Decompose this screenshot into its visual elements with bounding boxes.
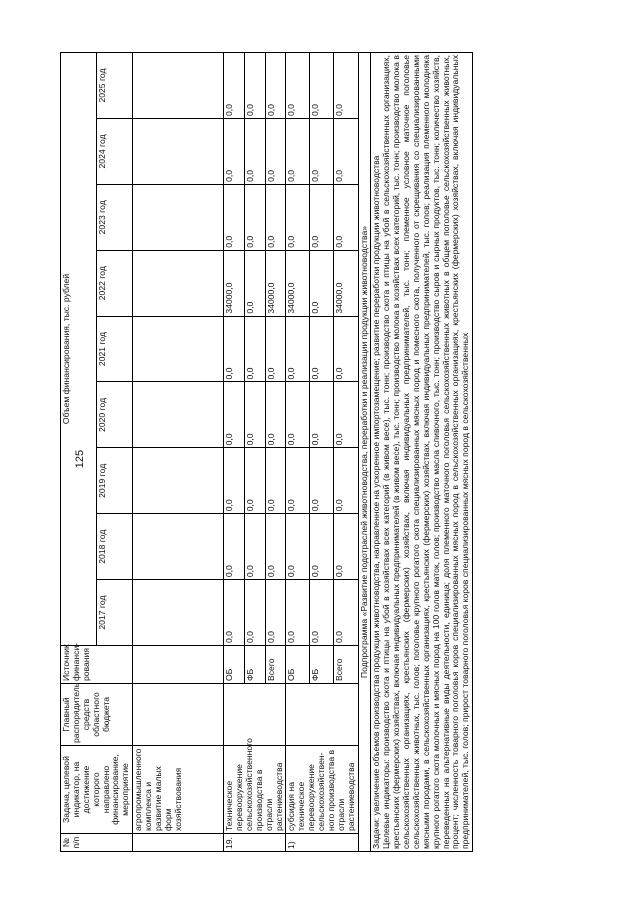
row-value: 0,0 (244, 580, 265, 646)
header-volume: Объем финансирования, тыс. рублей (61, 53, 97, 646)
row-value: 0,0 (265, 119, 286, 185)
row-value: 0,0 (224, 580, 245, 646)
row-value: 0,0 (334, 580, 358, 646)
row-value: 0,0 (334, 184, 358, 250)
header-year: 2022 год (97, 250, 133, 316)
header-source: Источник финанси-рования (61, 646, 133, 684)
row-value: 0,0 (310, 514, 334, 580)
row-task: агропромышленного комплекса и развитие малых форм хозяйствования (133, 746, 224, 834)
header-manager: Главный распорядитель средств областного бюджета (61, 684, 133, 746)
row-value (133, 184, 224, 250)
header-no: № п/п (61, 834, 133, 852)
row-value (133, 250, 224, 316)
tasks-paragraph: Задачи: увеличение объемов производства продукции животноводства, направленное на ускоренное импортозамещение; развитие переработки продукции животноводства (371, 155, 382, 849)
row-task: субсидия на техническое перевооружение сельскохозяйствен-ного производства в отрасли растениеводства (286, 746, 358, 834)
row-value (133, 382, 224, 448)
row-value: 0,0 (334, 448, 358, 514)
table-row (133, 53, 224, 852)
row-number: 19. (224, 834, 286, 852)
row-value: 0,0 (244, 514, 265, 580)
row-value: 0,0 (244, 448, 265, 514)
row-value: 0,0 (265, 316, 286, 382)
row-value: 0,0 (244, 250, 265, 316)
row-value: 0,0 (286, 316, 310, 382)
row-value: 34000,0 (334, 250, 358, 316)
row-value: 0,0 (310, 580, 334, 646)
row-value: 0,0 (244, 53, 265, 119)
row-value: 0,0 (334, 514, 358, 580)
indicators-paragraph: Целевые индикаторы: производство скота и птицы на убой в хозяйствах всех категорий (в живом весе), тыс. тонн; производство скота и птицы на убой в сельскохозяйственных организациях, крестьянских (фермерских) хозяйствах, включая индивидуальных предпринимателей (в живом весе), тыс. тонн; производство молока в хозяйствах всех категорий, тыс. тонн; производство молока в сельскохозяйственных организациях, крестьянских (фермерских) хозяйствах, включая индивидуальных предпринимателей, тыс. тонн; племенное условное маточное поголовье сельскохозяйственных животных, тыс. голов; поголовье крупного рогатого скота специализированных мясных пород и помесного скота, полученного от скрещивания со специализированными мясными породами, в сельскохозяйственных организациях, крестьянских (фермерских) хозяйствах, включая индивидуальных предпринимателей, тыс. голов; реализация племенного молодняка крупного рогатого скота молочных и мясных пород на 100 голов маток, голов; производство масла сливочного, тыс. тонн; производство сыров и сырных продуктов, тыс. тонн; количество хозяйств, переведенных на альтернативные виды деятельности, единица; доля племенного маточного поголовья сельскохозяйственных животных в общем поголовье сельскохозяйственных животных, процент; численность товарного поголовья коров специализированных мясных пород в сельскохозяйственных организациях, крестьянских (фермерских) хозяйствах, включая индивидуальных предпринимателей, тыс. голов; прирост товарного поголовья коров специализированных мясных пород в сельскохозяйственных (381, 55, 471, 849)
row-value: 0,0 (265, 382, 286, 448)
row-source: ОБ (224, 646, 245, 684)
row-number (133, 834, 224, 852)
row-value: 0,0 (224, 184, 245, 250)
page-number: 125 (74, 449, 86, 469)
row-value: 0,0 (244, 184, 265, 250)
header-year: 2024 год (97, 119, 133, 185)
row-manager (133, 684, 224, 746)
row-value: 0,0 (286, 580, 310, 646)
row-source: ФБ (310, 646, 334, 684)
row-value: 0,0 (244, 382, 265, 448)
header-year: 2023 год (97, 184, 133, 250)
row-value: 0,0 (286, 448, 310, 514)
row-value: 0,0 (310, 448, 334, 514)
row-value: 0,0 (224, 316, 245, 382)
row-value: 0,0 (224, 53, 245, 119)
row-value: 0,0 (224, 119, 245, 185)
table-row (286, 53, 310, 852)
header-year: 2017 год (97, 580, 133, 646)
row-number: 1) (286, 834, 358, 852)
row-source: Всего (265, 646, 286, 684)
row-value: 0,0 (310, 184, 334, 250)
row-source: Всего (334, 646, 358, 684)
row-value: 0,0 (286, 382, 310, 448)
row-value: 0,0 (286, 53, 310, 119)
header-year: 2025 год (97, 53, 133, 119)
row-value: 0,0 (334, 382, 358, 448)
row-value: 0,0 (310, 382, 334, 448)
row-value: 0,0 (334, 119, 358, 185)
row-value: 0,0 (224, 382, 245, 448)
row-value: 0,0 (244, 119, 265, 185)
header-year: 2021 год (97, 316, 133, 382)
row-value (133, 53, 224, 119)
rotated-page (60, 52, 580, 852)
row-value: 0,0 (244, 316, 265, 382)
row-value: 0,0 (224, 448, 245, 514)
row-manager (224, 684, 286, 746)
financing-table (60, 52, 473, 852)
header-year: 2020 год (97, 382, 133, 448)
row-value: 0,0 (310, 119, 334, 185)
row-value: 0,0 (310, 316, 334, 382)
subprogram-title: Подпрограмма «Развитие подотраслей животноводства, переработки и реализации продукции животноводства» (358, 53, 371, 852)
row-value (133, 514, 224, 580)
row-task: Техническое перевооружение сельскохозяйственного производства в отрасли растениеводства (224, 746, 286, 834)
row-source: ОБ (286, 646, 310, 684)
row-value: 0,0 (265, 514, 286, 580)
row-value: 0,0 (286, 184, 310, 250)
row-value: 0,0 (286, 119, 310, 185)
row-value: 0,0 (334, 53, 358, 119)
table-row (224, 53, 245, 852)
row-value: 34000,0 (224, 250, 245, 316)
row-value: 0,0 (265, 184, 286, 250)
row-value (133, 316, 224, 382)
row-value: 0,0 (310, 53, 334, 119)
row-source (133, 646, 224, 684)
row-value (133, 448, 224, 514)
header-year: 2018 год (97, 514, 133, 580)
row-value: 0,0 (265, 53, 286, 119)
row-value: 34000,0 (265, 250, 286, 316)
row-value: 0,0 (334, 316, 358, 382)
row-value: 0,0 (286, 514, 310, 580)
row-value: 34000,0 (286, 250, 310, 316)
row-value (133, 119, 224, 185)
header-task: Задача, целевой индикатор, на достижение которого направлено финансирование, мероприятие (61, 746, 133, 834)
row-value (133, 580, 224, 646)
row-value: 0,0 (310, 250, 334, 316)
tasks-text (371, 53, 473, 852)
row-manager (286, 684, 358, 746)
row-value: 0,0 (224, 514, 245, 580)
row-value: 0,0 (265, 580, 286, 646)
row-source: ФБ (244, 646, 265, 684)
header-year: 2019 год (97, 448, 133, 514)
row-value: 0,0 (265, 448, 286, 514)
